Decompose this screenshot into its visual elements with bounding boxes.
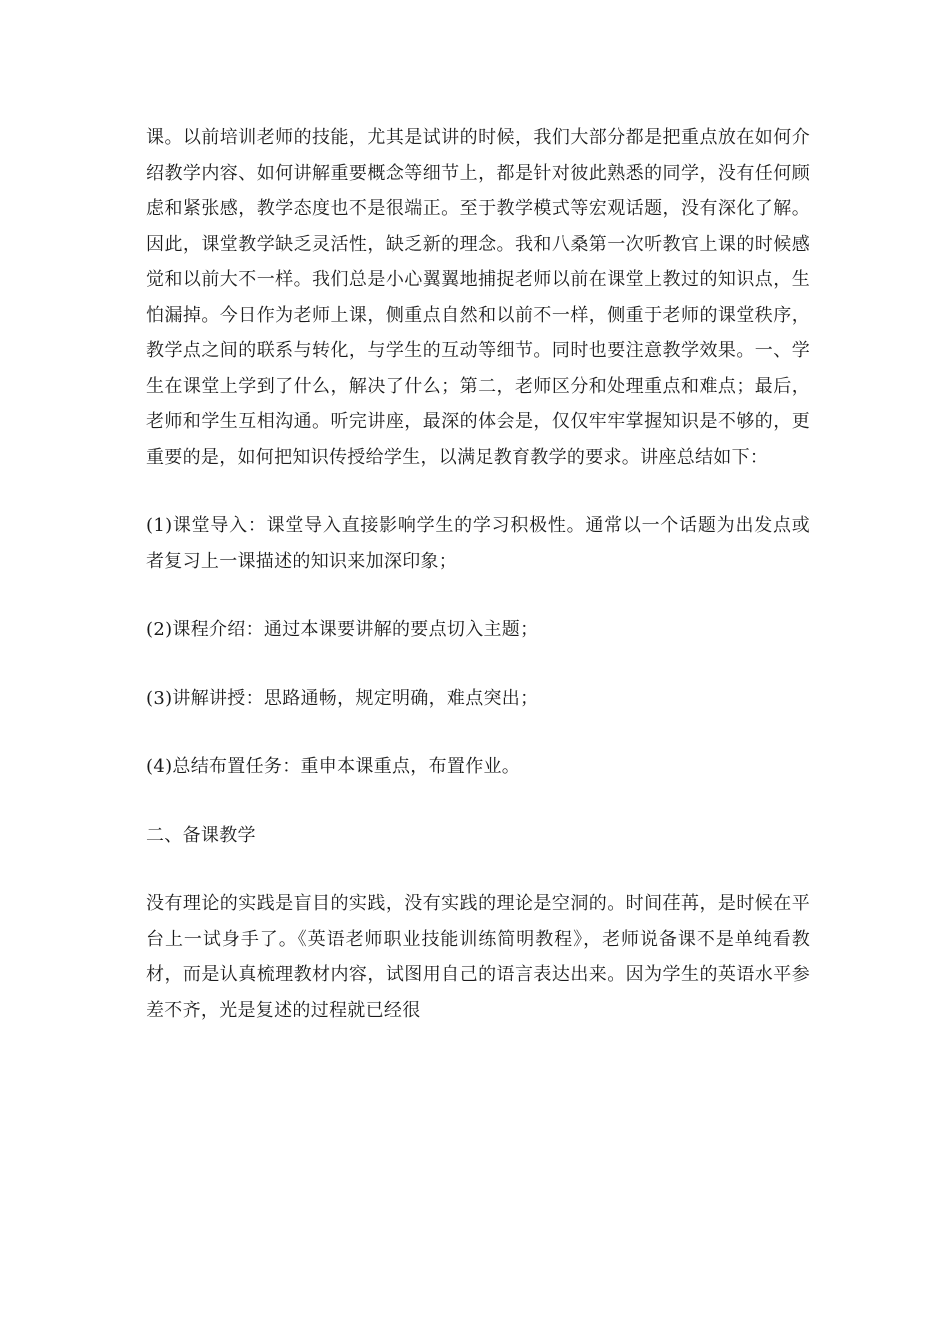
list-item-3: (3)讲解讲授：思路通畅，规定明确，难点突出； bbox=[146, 687, 539, 709]
list-item-4: (4)总结布置任务：重申本课重点，布置作业。 bbox=[146, 756, 521, 777]
paragraph-lesson-prep: 没有理论的实践是盲目的实践，没有实践的理论是空洞的。时间荏苒，是时候在平台上一试身手了。《英语老师职业技能训练简明教程》，老师说备课不是单纯看教材，而是认真梳理教材内容，试图用自己的语言表达出来。因为学生的英语水平参差不齐，光是复述的过程就已经很 bbox=[146, 893, 810, 1021]
paragraph-gap bbox=[146, 853, 810, 886]
paragraph-gap bbox=[146, 475, 810, 508]
list-item-1: (1)课堂导入：课堂导入直接影响学生的学习积极性。通常以一个话题为出发点或者复习上一课描述的知识来加深印象； bbox=[146, 515, 810, 572]
document-body bbox=[146, 120, 810, 1028]
list-item-2: (2)课程介绍：通过本课要讲解的要点切入主题； bbox=[146, 619, 539, 640]
paragraph-gap bbox=[146, 648, 810, 681]
paragraph-gap bbox=[146, 579, 810, 612]
section-heading: 二、备课教学 bbox=[146, 824, 256, 846]
paragraph-intro: 课。以前培训老师的技能，尤其是试讲的时候，我们大部分都是把重点放在如何介绍教学内容、如何讲解重要概念等细节上，都是针对彼此熟悉的同学，没有任何顾虑和紧张感，教学态度也不是很端正。至于教学模式等宏观话题，没有深化了解。因此，课堂教学缺乏灵活性，缺乏新的理念。我和八桑第一次听教官上课的时候感觉和以前大不一样。我们总是小心翼翼地捕捉老师以前在课堂上教过的知识点，生怕漏掉。今日作为老师上课，侧重点自然和以前不一样，侧重于老师的课堂秩序，教学点之间的联系与转化，与学生的互动等细节。同时也要注意教学效果。一、学生在课堂上学到了什么，解决了什么；第二，老师区分和处理重点和难点；最后，老师和学生互相沟通。听完讲座，最深的体会是，仅仅牢牢掌握知识是不够的，更重要的是，如何把知识传授给学生，以满足教育教学的要求。讲座总结如下： bbox=[146, 127, 810, 468]
paragraph-gap bbox=[146, 716, 810, 749]
paragraph-gap bbox=[146, 785, 810, 818]
